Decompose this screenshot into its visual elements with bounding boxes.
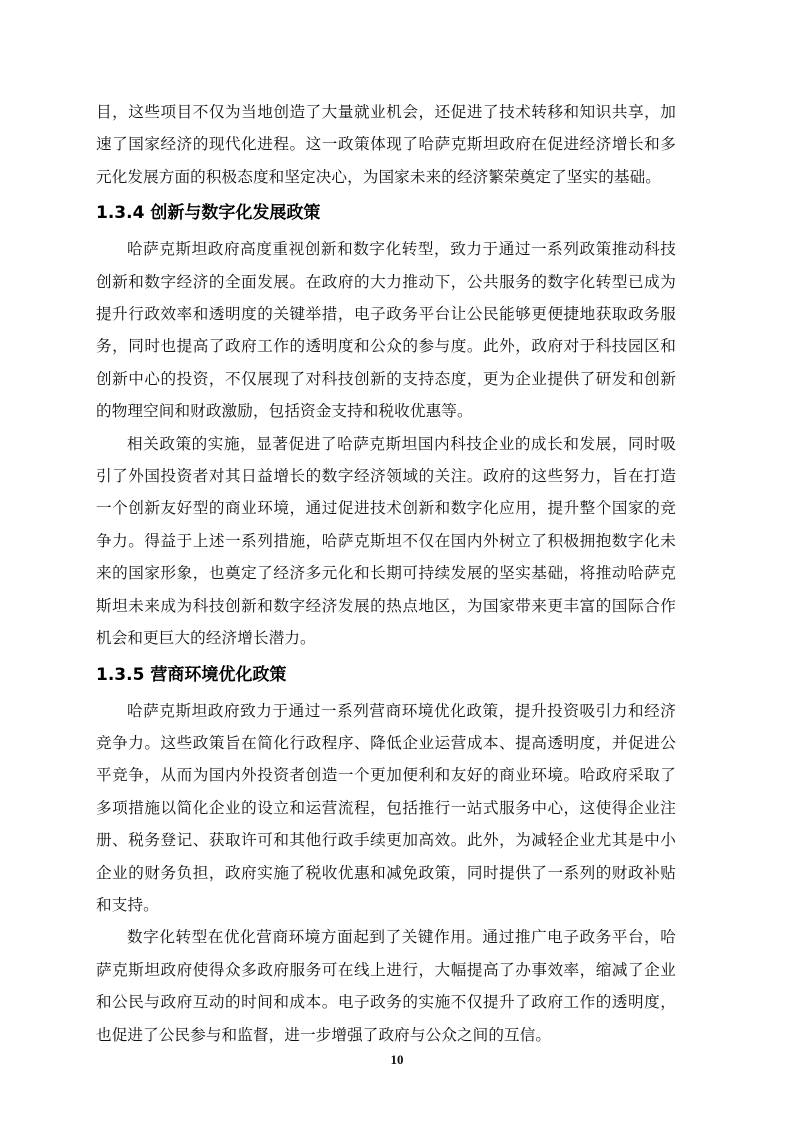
paragraph: 哈萨克斯坦政府致力于通过一系列营商环境优化政策，提升投资吸引力和经济竞争力。这些政策旨在简化行政程序、降低企业运营成本、提高透明度，并促进公平竞争，从而为国内外投资者创造一个更加便利和友好的商业环境。哈政府采取了多项措施以简化企业的设立和运营流程，包括推行一站式服务中心，这使得企业注册、税务登记、获取许可和其他行政手续更加高效。此外，为减轻企业尤其是中小企业的财务负担，政府实施了税收优惠和减免政策，同时提供了一系列的财政补贴和支持。 bbox=[96, 701, 676, 914]
section-heading-1-3-5 bbox=[96, 659, 676, 691]
paragraph: 相关政策的实施，显著促进了哈萨克斯坦国内科技企业的成长和发展，同时吸引了外国投资者对其日益增长的数字经济领域的关注。政府的这些努力，旨在打造一个创新友好型的商业环境，通过促进技术创新和数字化应用，提升整个国家的竞争力。得益于上述一系列措施，哈萨克斯坦不仅在国内外树立了积极拥抱数字化未来的国家形象，也奠定了经济多元化和长期可持续发展的坚实基础，将推动哈萨克斯坦未来成为科技创新和数字经济发展的热点地区，为国家带来更丰富的国际合作机会和更巨大的经济增长潜力。 bbox=[96, 434, 676, 648]
paragraph-continued: 目，这些项目不仅为当地创造了大量就业机会，还促进了技术转移和知识共享，加速了国家经济的现代化进程。这一政策体现了哈萨克斯坦政府在促进经济增长和多元化发展方面的积极态度和坚定决心，为国家未来的经济繁荣奠定了坚实的基础。 bbox=[96, 103, 676, 186]
paragraph: 哈萨克斯坦政府高度重视创新和数字化转型，致力于通过一系列政策推动科技创新和数字经济的全面发展。在政府的大力推动下，公共服务的数字化转型已成为提升行政效率和透明度的关键举措，电子政务平台让公民能够更便捷地获取政务服务，同时也提高了政府工作的透明度和公众的参与度。此外，政府对于科技园区和创新中心的投资，不仅展现了对科技创新的支持态度，更为企业提供了研发和创新的物理空间和财政激励，包括资金支持和税收优惠等。 bbox=[96, 240, 676, 421]
section-heading-1-3-4 bbox=[96, 197, 676, 229]
paragraph: 数字化转型在优化营商环境方面起到了关键作用。通过推广电子政务平台，哈萨克斯坦政府使得众多政府服务可在线上进行，大幅提高了办事效率，缩减了企业和公民与政府互动的时间和成本。电子政务的实施不仅提升了政府工作的透明度，也促进了公民参与和监督，进一步增强了政府与公众之间的互信。 bbox=[96, 928, 676, 1044]
section-number: 1.3.4 bbox=[96, 203, 145, 224]
section-number: 1.3.5 bbox=[96, 664, 145, 685]
page-number: 10 bbox=[390, 1052, 404, 1067]
section-title: 营商环境优化政策 bbox=[150, 664, 287, 685]
document-page bbox=[96, 96, 676, 1051]
section-title: 创新与数字化发展政策 bbox=[150, 203, 321, 224]
